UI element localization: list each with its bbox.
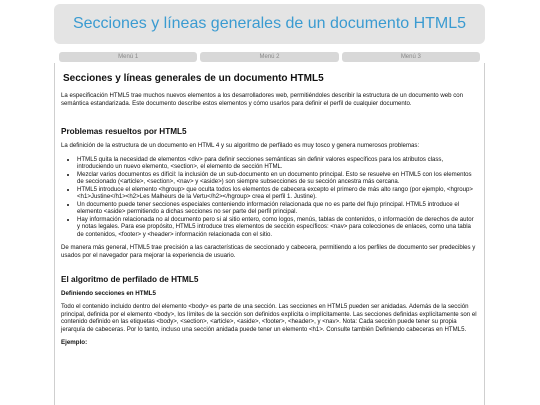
- page-title: Secciones y líneas generales de un documento HTML5: [72, 15, 467, 32]
- problems-heading: Problemas resueltos por HTML5: [61, 127, 187, 136]
- spacer: [61, 265, 478, 275]
- menu-item-1[interactable]: Menú 1: [59, 52, 197, 62]
- algorithm-subheading: Definiendo secciones en HTML5: [61, 290, 156, 297]
- spacer: [61, 113, 478, 127]
- menu-item-3[interactable]: Menú 3: [342, 52, 480, 62]
- list-item: • Hay información relacionada no al documento pero si al sitio entero, como logos, menús, tablas de contenidos, o información de derechos de autor y notas legales. Para ese propósito, HTML5 introduce tres elementos de sección específicos: <nav> para colecciones de enlaces, como una tabla de contenidos, <footer> y <header> información relacionada con el sitio.: [77, 216, 478, 239]
- intro-paragraph: La especificación HTML5 trae muchos nuevos elementos a los desarrolladores web, permitiéndoles describir la estructura de un documento web con semántica estandarizada. Este documento describe estos elementos y cómo usarlos para definir el perfil de cualquier documento.: [61, 92, 464, 107]
- algorithm-heading: El algoritmo de perfilado de HTML5: [61, 275, 199, 284]
- article-title: Secciones y líneas generales de un documento HTML5: [63, 73, 324, 84]
- problems-list: [61, 156, 478, 239]
- menu-item-2[interactable]: Menú 2: [200, 52, 338, 62]
- algorithm-body: Todo el contenido incluido dentro del elemento <body> es parte de una sección. Las secciones en HTML5 pueden ser anidadas. Además de la sección principal, definida por el elemento <body>, los límites de la sección son definidos explícita o implícitamente. Las secciones definidas explícitamente son el contenido definido en las etiquetas <body>, <section>, <article>, <aside>, <footer>, <header>, y <nav>. Nota: Cada sección puede tener su propia jerarquía de cabeceras. Por lo tanto, incluso una sección anidada puede tener un elemento <h1>. Consulte también Definiendo cabeceras en HTML5.: [61, 303, 477, 333]
- list-item: • HTML5 quita la necesidad de elementos <div> para definir secciones semánticas sin definir valores específicos para los atributos class, introduciendo un nuevo elemento, <section>, el elemento de sección HTML.: [77, 156, 478, 171]
- list-item: • Mezclar varios documentos es difícil: la inclusión de un sub-documento en un documento principal. Esto se resuelve en HTML5 con los elementos de seccionado (<article>, <section>, <nav> y <aside>) son siempre subsecciones de su sección ancestra más cercana.: [77, 171, 478, 186]
- problems-closing: De manera más general, HTML5 trae precisión a las características de seccionado y cabecera, permitiendo a los perfiles de documento ser predecibles y usados por el navegador para mejorar la experiencia de usuario.: [61, 244, 476, 259]
- article-content: [54, 63, 485, 405]
- example-label: Ejemplo:: [61, 339, 88, 346]
- list-item: • Un documento puede tener secciones especiales conteniendo información relacionada que no es parte del flujo principal. HTML5 introduce el elemento <aside> permitiendo a dichas secciones no ser parte del perfil principal.: [77, 201, 478, 216]
- main-menu: [59, 52, 480, 62]
- page-banner: [54, 4, 485, 44]
- list-item: • HTML5 introduce el elemento <hgroup> que oculta todos los elementos de cabecera excepto el primero de más alto rango (por ejemplo, <hgroup><h1>Justine</h1><h2>Les Malheurs de la Vertu</h2></hgroup> crea el perfil 1. Justine).: [77, 186, 478, 201]
- problems-lead: La definición de la estructura de un documento en HTML 4 y su algoritmo de perfilado es muy tosco y genera numerosos problemas:: [61, 142, 420, 149]
